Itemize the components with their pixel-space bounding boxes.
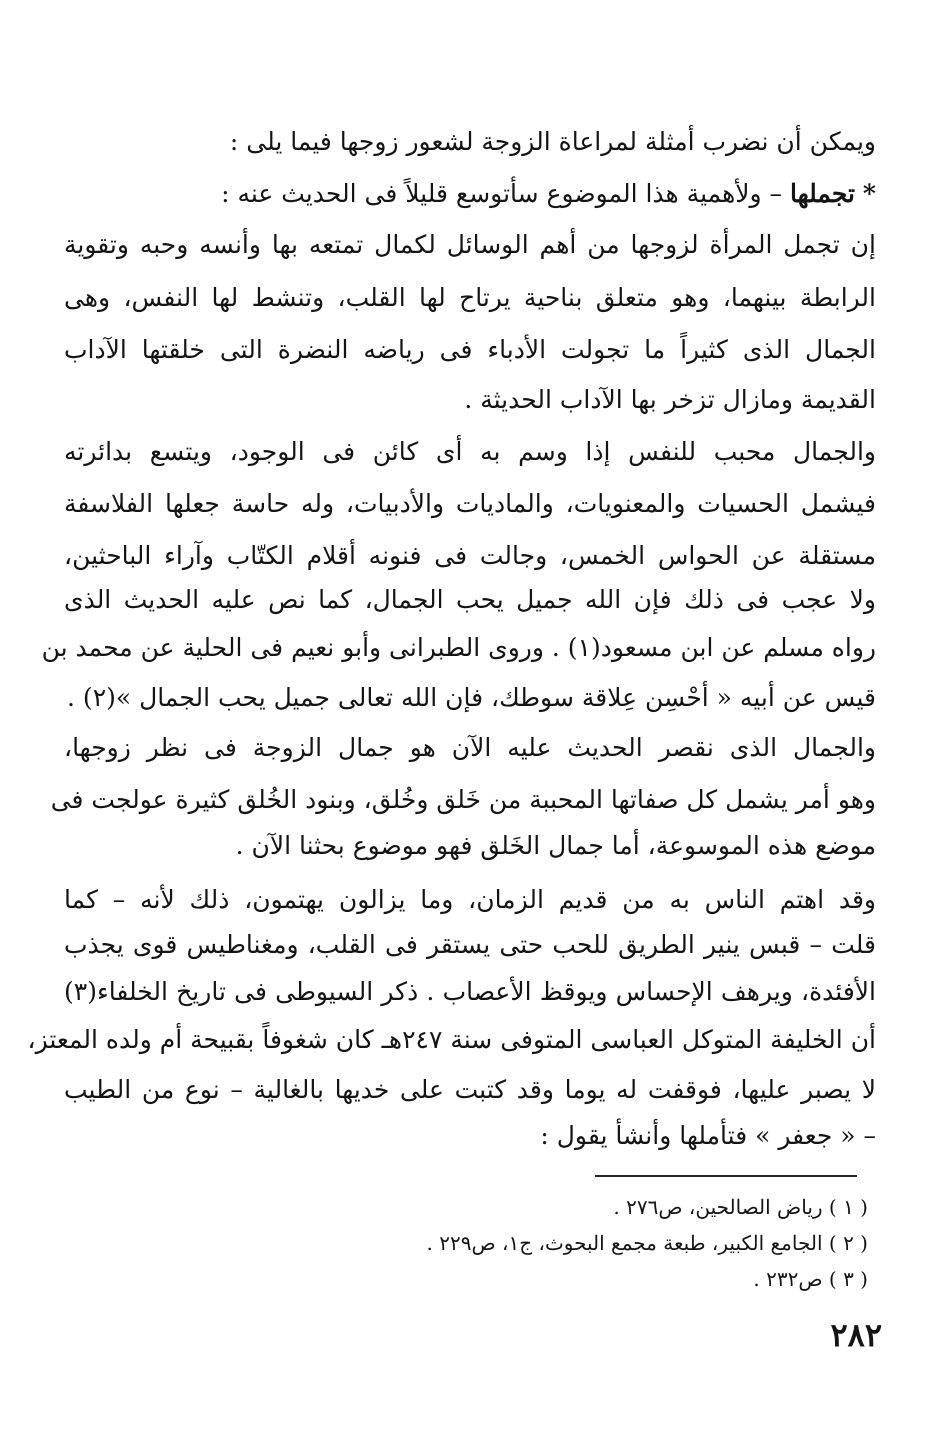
- paragraph-line: رواه مسلم عن ابن مسعود(١) . وروى الطبرانى وأبو نعيم فى الحلية عن محمد بن: [41, 633, 876, 662]
- section-heading-rest: – ولأهمية هذا الموضوع سأتوسع قليلاً فى الحديث عنه :: [221, 179, 783, 208]
- section-heading: تجملها: [790, 179, 855, 208]
- paragraph-line: – « جعفر » فتأملها وأنشأ يقول :: [540, 1121, 876, 1150]
- paragraph-line: والجمال محبب للنفس إذا وسم به أى كائن فى الوجود، ويتسع بدائرته: [64, 437, 876, 466]
- bullet-star: *: [862, 179, 876, 208]
- paragraph-line: وقد اهتم الناس به من قديم الزمان، وما يزالون يهتمون، ذلك لأنه – كما: [64, 885, 876, 914]
- paragraph-line: الأفئدة، ويرهف الإحساس ويوقظ الأعصاب . ذكر السيوطى فى تاريخ الخلفاء(٣): [64, 977, 876, 1006]
- paragraph-line: وهو أمر يشمل كل صفاتها المحببة من خَلق وخُلق، وبنود الخُلق كثيرة عولجت فى: [50, 785, 876, 814]
- paragraph-line: الجمال الذى كثيراً ما تجولت الأدباء فى رياضه النضرة التى خلقتها الآداب: [64, 335, 876, 364]
- paragraph-line: الرابطة بينهما، وهو متعلق بناحية يرتاح لها القلب، وتنشط لها النفس، وهى: [64, 283, 876, 312]
- paragraph-line: قيس عن أبيه « أحْسِن عِلاقة سوطك، فإن الله تعالى جميل يحب الجمال »(٢) .: [67, 683, 876, 712]
- page-number: ٢٨٢: [830, 1316, 882, 1354]
- paragraph-line: لا يصبر عليها، فوقفت له يوما وقد كتبت على خديها بالغالية – نوع من الطيب: [64, 1075, 876, 1104]
- intro-line: ويمكن أن نضرب أمثلة لمراعاة الزوجة لشعور زوجها فيما يلى :: [229, 127, 876, 156]
- footnote-1: ( ١ ) رياض الصالحين، ص٢٧٦ .: [613, 1195, 868, 1219]
- paragraph-line: ولا عجب فى ذلك فإن الله جميل يحب الجمال، كما نص عليه الحديث الذى: [64, 585, 876, 614]
- footnote-3: ( ٣ ) ص٢٣٢ .: [753, 1267, 868, 1291]
- paragraph-line: فيشمل الحسيات والمعنويات، والماديات والأدبيات، وله حاسة جعلها الفلاسفة: [64, 489, 876, 518]
- paragraph-line: والجمال الذى نقصر الحديث عليه الآن هو جمال الزوجة فى نظر زوجها،: [64, 733, 876, 762]
- paragraph-line: قلت – قبس ينير الطريق للحب حتى يستقر فى القلب، ومغناطيس قوى يجذب: [64, 930, 876, 959]
- footnote-2: ( ٢ ) الجامع الكبير، طبعة مجمع البحوث، ج١، ص٢٢٩ .: [426, 1231, 868, 1255]
- paragraph-line: موضع هذه الموسوعة، أما جمال الخَلق فهو موضوع بحثنا الآن .: [235, 831, 876, 860]
- section-heading-line: [64, 174, 876, 214]
- paragraph-line: مستقلة عن الحواس الخمس، وجالت فى فنونه أقلام الكتّاب وآراء الباحثين،: [64, 541, 876, 570]
- paragraph-line: القديمة ومازال تزخر بها الآداب الحديثة .: [464, 385, 876, 414]
- paragraph-line: أن الخليفة المتوكل العباسى المتوفى سنة ٢٤٧هـ كان شغوفاً بقبيحة أم ولده المعتز،: [27, 1025, 876, 1054]
- footnote-divider: [595, 1175, 857, 1177]
- paragraph-line: إن تجمل المرأة لزوجها من أهم الوسائل لكمال تمتعه بها وأنسه وحبه وتقوية: [64, 230, 876, 259]
